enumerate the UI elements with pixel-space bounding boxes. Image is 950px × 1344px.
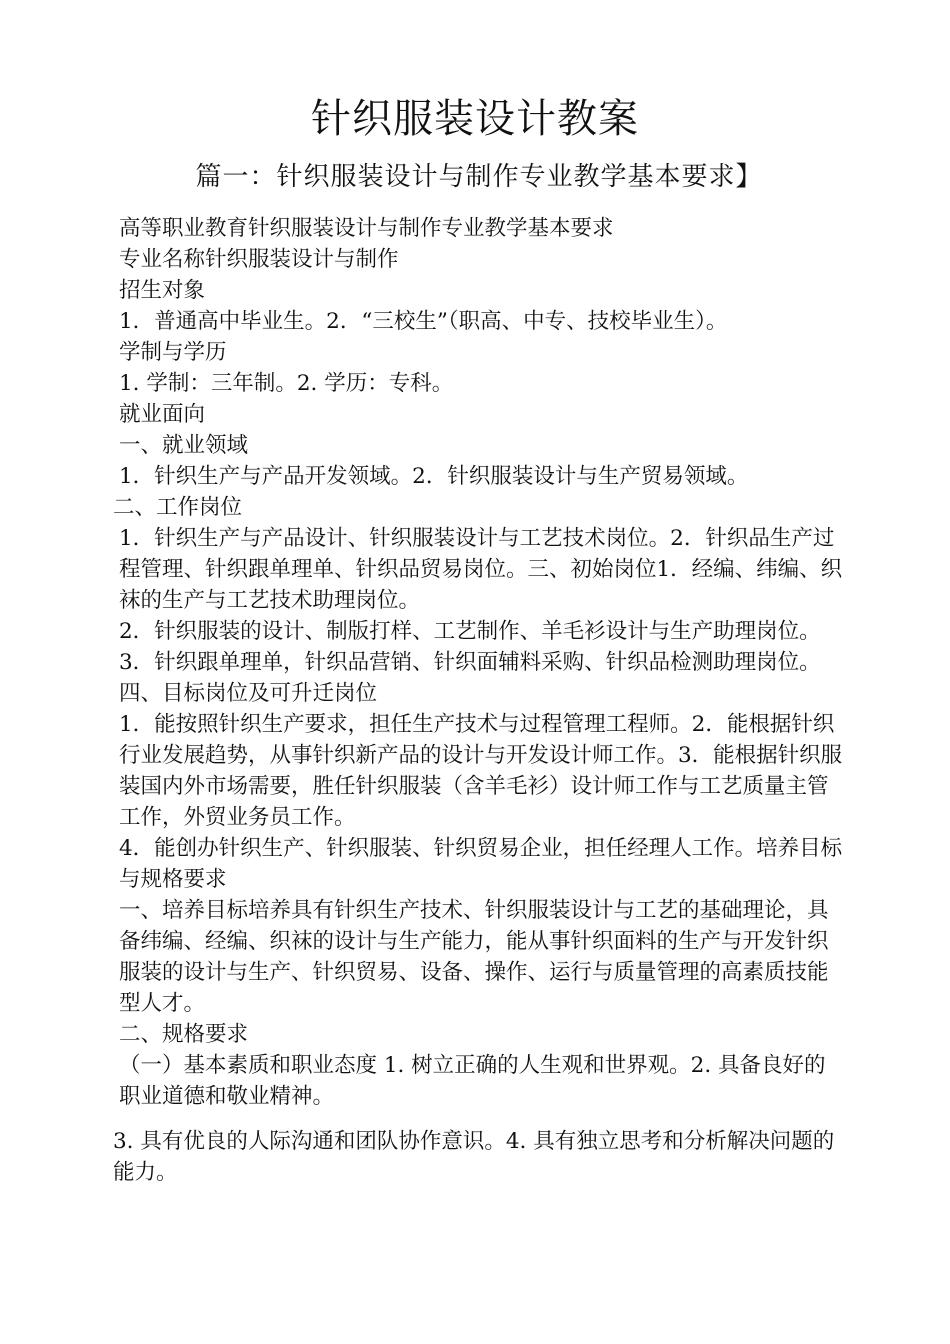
paragraph: 高等职业教育针织服装设计与制作专业教学基本要求 [119,216,614,241]
document-title: 针织服装设计教案 [311,96,639,142]
paragraph: 3. 具有优良的人际沟通和团队协作意识。4. 具有独立思考和分析解决问题的能力。 [113,1129,835,1185]
document-body [113,213,843,1188]
paragraph: 1．针织生产与产品开发领域。2．针织服装设计与生产贸易领域。 [119,464,749,489]
paragraph: 二、规格要求 [119,1022,249,1047]
paragraph: 1. 学制：三年制。2. 学历：专科。 [119,371,454,396]
paragraph: 二、工作岗位 [113,495,243,520]
paragraph: 就业面向 [119,402,206,427]
paragraph: （一）基本素质和职业态度 1. 树立正确的人生观和世界观。2. 具备良好的职业道德和敬业精神。 [119,1053,826,1109]
paragraph: 一、培养目标培养具有针织生产技术、针织服装设计与工艺的基础理论，具备纬编、经编、织袜的设计与生产能力，能从事针织面料的生产与开发针织服装的设计与生产、针织贸易、设备、操作、运行与质量管理的高素质技能型人才。 [119,898,829,1016]
paragraph: 一、就业领域 [119,433,249,458]
paragraph: 1．针织生产与产品设计、针织服装设计与工艺技术岗位。2．针织品生产过程管理、针织跟单理单、针织品贸易岗位。三、初始岗位1．经编、纬编、织袜的生产与工艺技术助理岗位。 [119,526,843,613]
document-subtitle: 篇一：针织服装设计与制作专业教学基本要求】 [195,162,763,192]
paragraph: 招生对象 [119,278,206,303]
paragraph: 专业名称针织服装设计与制作 [119,247,399,272]
paragraph: 1．普通高中毕业生。2．“三校生”（职高、中专、技校毕业生）。 [119,309,728,334]
paragraph: 2．针织服装的设计、制版打样、工艺制作、羊毛衫设计与生产助理岗位。3．针织跟单理单，针织品营销、针织面辅料采购、针织品检测助理岗位。四、目标岗位及可升迁岗位 [119,619,821,706]
paragraph: 1．能按照针织生产要求，担任生产技术与过程管理工程师。2．能根据针织行业发展趋势，从事针织新产品的设计与开发设计师工作。3．能根据针织服装国内外市场需要，胜任针织服装（含羊毛衫）设计师工作与工艺质量主管工作，外贸业务员工作。 [119,712,843,830]
paragraph: 4．能创办针织生产、针织服装、针织贸易企业，担任经理人工作。培养目标与规格要求 [119,836,843,892]
paragraph: 学制与学历 [119,340,227,365]
